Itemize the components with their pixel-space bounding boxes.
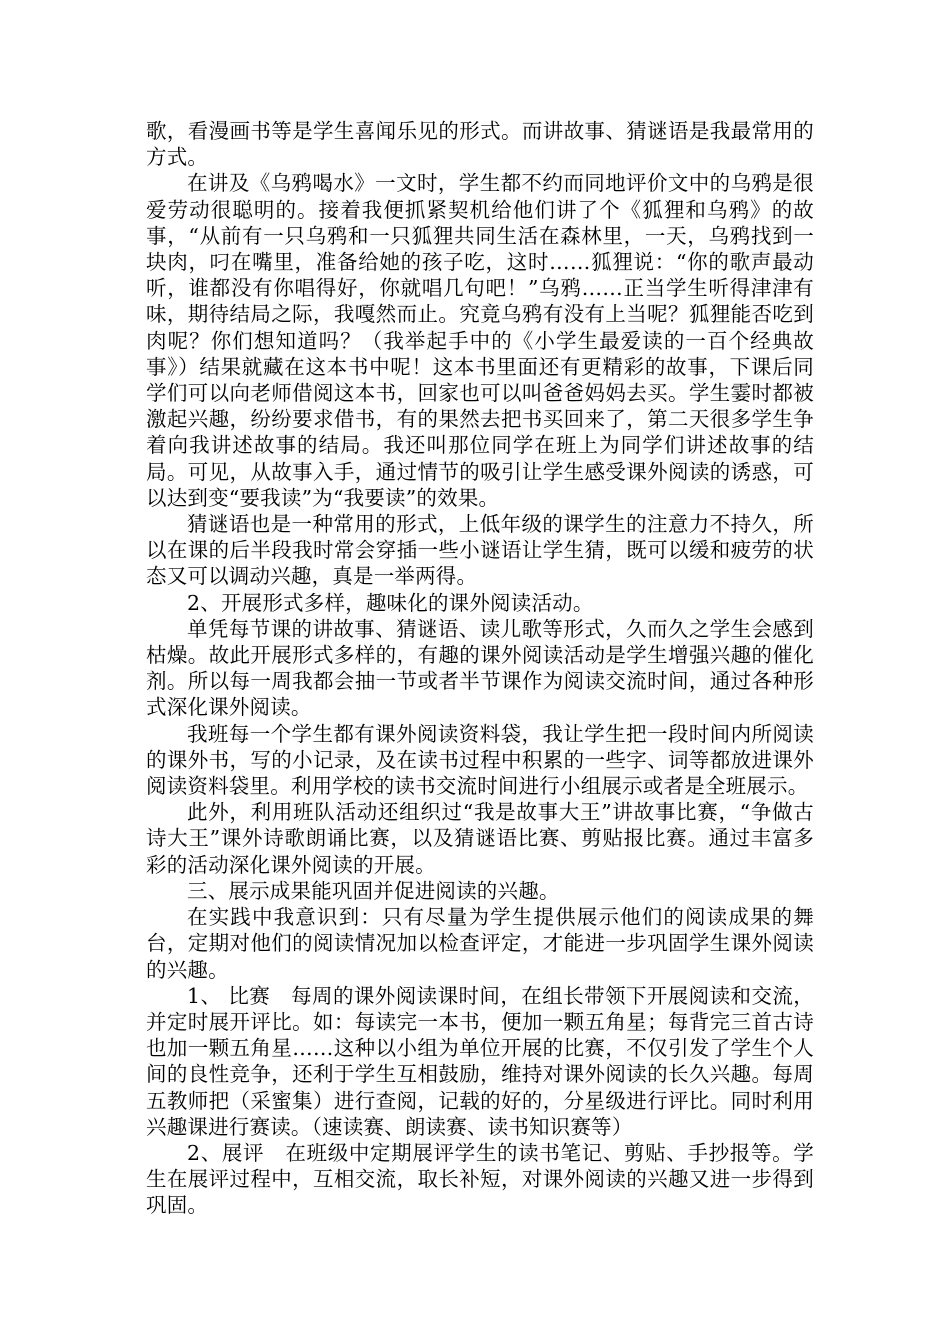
paragraph-2: 在讲及《乌鸦喝水》一文时，学生都不约而同地评价文中的乌鸦是很爱劳动很聪明的。接着我便抓紧契机给他们讲了个《狐狸和乌鸦》的故事，“从前有一只乌鸦和一只狐狸共同生活在森林里，一天，乌鸦找到一块肉，叼在嘴里，准备给她的孩子吃，这时……狐狸说：“你的歌声最动听，谁都没有你唱得好，你就唱几句吧！”乌鸦……正当学生听得津津有味，期待结局之际，我嘎然而止。究竟乌鸦有没有上当呢？狐狸能否吃到肉呢？你们想知道吗？（我举起手中的《小学生最爱读的一百个经典故事》）结果就藏在这本书中呢！这本书里面还有更精彩的故事，下课后同学们可以向老师借阅这本书，回家也可以叫爸爸妈妈去买。学生霎时都被激起兴趣，纷纷要求借书，有的果然去把书买回来了，第二天很多学生争着向我讲述故事的结局。我还叫那位同学在班上为同学们讲述故事的结局。可见，从故事入手，通过情节的吸引让学生感受课外阅读的诱惑，可以达到变“要我读”为“我要读”的效果。 [146, 171, 814, 510]
section-heading-3: 三、展示成果能巩固并促进阅读的兴趣。 [187, 878, 560, 903]
section-heading-2: 2、开展形式多样，趣味化的课外阅读活动。 [187, 590, 594, 615]
paragraph-competition: 1、 比赛 每周的课外阅读课时间，在组长带领下开展阅读和交流，并定时展开评比。如：每读完一本书，便加一颗五角星；每背完三首古诗也加一颗五角星……这种以小组为单位开展的比赛，不仅引发了学生个人间的良性竞争，还利于学生互相鼓励，维持对课外阅读的长久兴趣。每周五教师把（采蜜集）进行查阅，记载的好的，分星级进行评比。同时利用兴趣课进行赛读。（速读赛、朗读赛、读书知识赛等） [146, 983, 814, 1139]
paragraph-9: 在实践中我意识到：只有尽量为学生提供展示他们的阅读成果的舞台，定期对他们的阅读情况加以检查评定，才能进一步巩固学生课外阅读的兴趣。 [146, 905, 814, 982]
paragraph-exhibition: 2、展评 在班级中定期展评学生的读书笔记、剪贴、手抄报等。学生在展评过程中，互相交流，取长补短，对课外阅读的兴趣又进一步得到巩固。 [146, 1140, 814, 1218]
paragraph-7: 此外，利用班队活动还组织过“我是故事大王”讲故事比赛，“争做古诗大王”课外诗歌朗诵比赛，以及猜谜语比赛、剪贴报比赛。通过丰富多彩的活动深化课外阅读的开展。 [146, 800, 814, 877]
paragraph-5: 单凭每节课的讲故事、猜谜语、读儿歌等形式，久而久之学生会感到枯燥。故此开展形式多样的，有趣的课外阅读活动是学生增强兴趣的催化剂。所以每一周我都会抽一节或者半节课作为阅读交流时间，通过各种形式深化课外阅读。 [146, 616, 814, 720]
paragraph-3: 猜谜语也是一种常用的形式，上低年级的课学生的注意力不持久，所以在课的后半段我时常会穿插一些小谜语让学生猜，既可以缓和疲劳的状态又可以调动兴趣，真是一举两得。 [146, 512, 814, 589]
paragraph-1: 歌，看漫画书等是学生喜闻乐见的形式。而讲故事、猜谜语是我最常用的方式。 [146, 119, 814, 170]
paragraph-6: 我班每一个学生都有课外阅读资料袋，我让学生把一段时间内所阅读的课外书，写的小记录，及在读书过程中积累的一些字、词等都放进课外阅读资料袋里。利用学校的读书交流时间进行小组展示或者是全班展示。 [146, 721, 814, 799]
document-body [146, 118, 814, 1219]
